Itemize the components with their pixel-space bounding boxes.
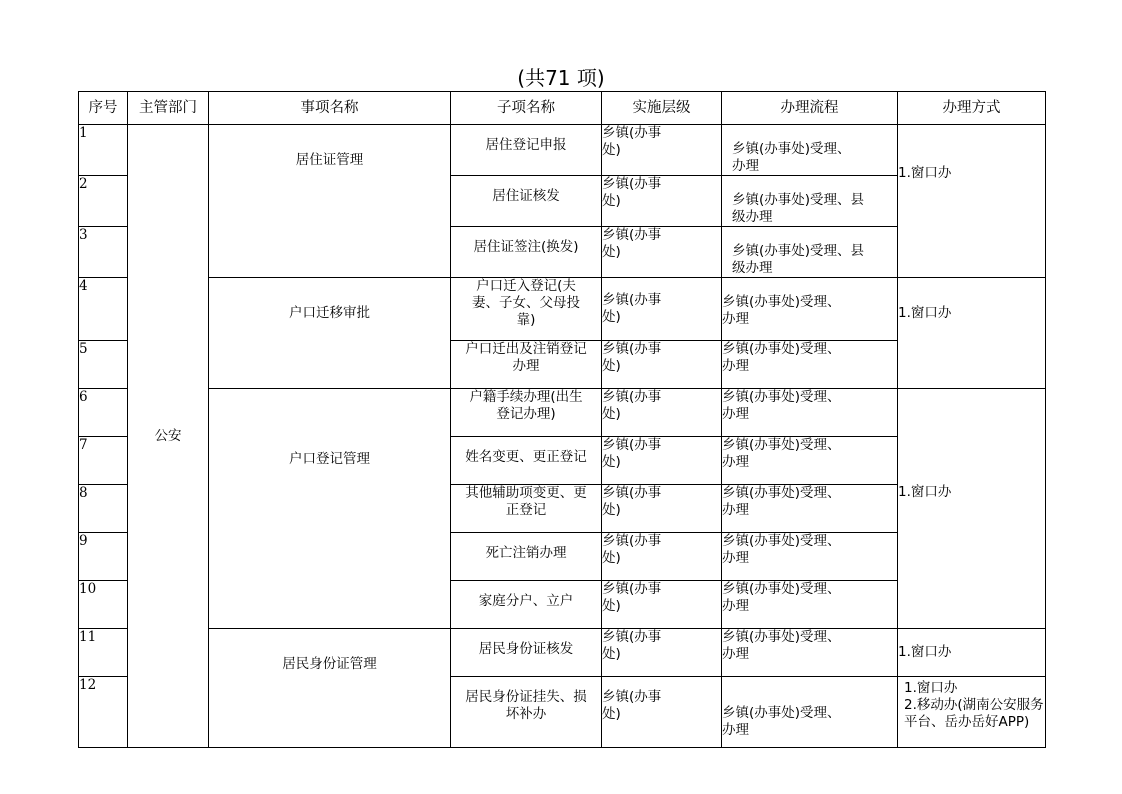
process-text: 乡镇(办事处)受理、 办理 [722,581,841,614]
sub-item-text: 其他辅助项变更、更 正登记 [465,485,587,518]
sub-item-text: 居住证签注(换发) [473,239,579,255]
table-row [79,389,1046,437]
level-text: 乡镇(办事 处) [602,533,662,566]
level-text: 乡镇(办事 处) [602,581,662,614]
process-cell [722,581,898,629]
method-cell [898,389,1046,629]
level-cell [602,437,722,485]
process-text: 乡镇(办事处)受理、 办理 [732,141,851,174]
sub-item-text: 家庭分户、立户 [478,593,574,609]
sub-item-name [451,125,602,176]
table-header-row [79,92,1046,125]
row-number: 5 [79,341,128,389]
sub-item-text: 姓名变更、更正登记 [465,449,587,465]
process-text: 乡镇(办事处)受理、 办理 [722,629,841,662]
department-cell: 公安 [128,125,209,748]
method-cell [898,677,1046,748]
level-cell [602,125,722,176]
level-cell [602,581,722,629]
sub-item-name [451,278,602,341]
sub-item-name [451,581,602,629]
level-cell [602,389,722,437]
process-text: 乡镇(办事处)受理、 办理 [722,389,841,422]
sub-item-name [451,341,602,389]
method-text: 1.窗口办 [898,305,952,321]
item-name: 居民身份证管理 [209,629,451,748]
row-number: 3 [79,227,128,278]
sub-item-name [451,629,602,677]
header-sub-item: 子项名称 [451,92,602,125]
row-number: 8 [79,485,128,533]
header-method: 办理方式 [898,92,1046,125]
level-text: 乡镇(办事 处) [602,292,662,325]
method-cell [898,125,1046,278]
level-cell [602,341,722,389]
level-cell [602,485,722,533]
item-name: 居住证管理 [209,125,451,278]
process-text: 乡镇(办事处)受理、 办理 [722,533,841,566]
level-cell [602,278,722,341]
level-text: 乡镇(办事 处) [602,437,662,470]
process-text: 乡镇(办事处)受理、县 级办理 [732,192,865,225]
row-number: 2 [79,176,128,227]
row-number: 1 [79,125,128,176]
process-cell [722,341,898,389]
header-level: 实施层级 [602,92,722,125]
sub-item-text: 户籍手续办理(出生 登记办理) [469,389,583,422]
process-cell [722,437,898,485]
method-cell [898,629,1046,677]
row-number: 11 [79,629,128,677]
sub-item-name [451,389,602,437]
sub-item-text: 死亡注销办理 [485,545,567,561]
process-cell [722,533,898,581]
row-number: 10 [79,581,128,629]
level-cell [602,533,722,581]
method-text: 1.窗口办 [898,165,952,181]
sub-item-text: 居住登记申报 [485,137,567,153]
header-department: 主管部门 [128,92,209,125]
process-cell [722,629,898,677]
process-cell [722,485,898,533]
row-number: 7 [79,437,128,485]
level-text: 乡镇(办事 处) [602,176,662,209]
item-name: 户口迁移审批 [209,278,451,389]
item-name: 户口登记管理 [209,389,451,629]
level-cell [602,176,722,227]
row-number: 9 [79,533,128,581]
process-cell [722,176,898,227]
level-cell [602,629,722,677]
table-row [79,629,1046,677]
sub-item-name [451,176,602,227]
row-number: 6 [79,389,128,437]
method-text: 1.窗口办 [898,484,952,500]
sub-item-name [451,677,602,748]
level-text: 乡镇(办事 处) [602,227,662,260]
process-text: 乡镇(办事处)受理、 办理 [722,294,841,327]
sub-item-text: 居住证核发 [492,188,560,204]
sub-item-text: 居民身份证挂失、损 坏补办 [465,689,587,722]
header-process: 办理流程 [722,92,898,125]
level-text: 乡镇(办事 处) [602,629,662,662]
process-text: 乡镇(办事处)受理、县 级办理 [732,243,865,276]
table-row [79,125,1046,176]
row-number: 12 [79,677,128,748]
sub-item-text: 户口迁入登记(夫 妻、子女、父母投 靠) [472,278,580,328]
method-text: 1.窗口办 2.移动办(湖南公安服务平台、岳办岳好APP) [904,680,1044,730]
process-cell [722,278,898,341]
process-text: 乡镇(办事处)受理、 办理 [722,485,841,518]
table-row [79,278,1046,341]
row-number: 4 [79,278,128,341]
level-text: 乡镇(办事 处) [602,125,662,158]
header-index: 序号 [79,92,128,125]
sub-item-name [451,227,602,278]
level-text: 乡镇(办事 处) [602,389,662,422]
level-text: 乡镇(办事 处) [602,341,662,374]
process-text: 乡镇(办事处)受理、 办理 [722,705,841,738]
method-cell [898,278,1046,389]
sub-item-name [451,437,602,485]
sub-item-name [451,533,602,581]
process-cell [722,677,898,748]
sub-item-name [451,485,602,533]
sub-item-text: 居民身份证核发 [478,641,574,657]
process-cell [722,389,898,437]
services-table [78,91,1046,748]
level-text: 乡镇(办事 处) [602,689,662,722]
process-text: 乡镇(办事处)受理、 办理 [722,437,841,470]
page-title: (共71 项) [517,66,605,90]
process-text: 乡镇(办事处)受理、 办理 [722,341,841,374]
level-cell [602,227,722,278]
level-text: 乡镇(办事 处) [602,485,662,518]
process-cell [722,227,898,278]
header-item-name: 事项名称 [209,92,451,125]
sub-item-text: 户口迁出及注销登记 办理 [465,341,587,374]
method-text: 1.窗口办 [898,644,952,660]
level-cell [602,677,722,748]
process-cell [722,125,898,176]
